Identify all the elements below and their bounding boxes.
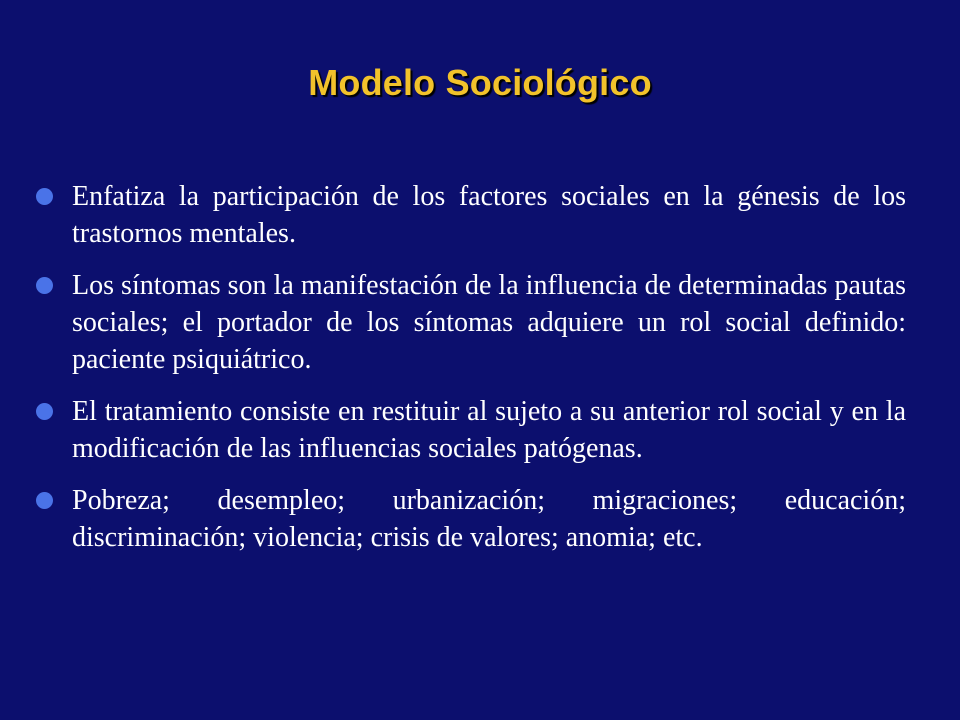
bullet-item [36,393,906,467]
bullet-item [36,178,906,252]
bullet-dot-icon [36,492,53,509]
slide-title: Modelo Sociológico [308,62,652,103]
bullet-item [36,267,906,378]
bullet-dot-icon [36,188,53,205]
bullet-text: El tratamiento consiste en restituir al sujeto a su anterior rol social y en la modificación de las influencias sociales patógenas. [72,396,906,464]
bullet-item [36,482,906,556]
bullet-text: Pobreza; desempleo; urbanización; migraciones; educación; discriminación; violencia; crisis de valores; anomia; etc. [72,485,906,553]
bullet-dot-icon [36,277,53,294]
bullet-dot-icon [36,403,53,420]
bullet-text: Enfatiza la participación de los factores sociales en la génesis de los trastornos mentales. [72,181,906,249]
bullet-text: Los síntomas son la manifestación de la influencia de determinadas pautas sociales; el portador de los síntomas adquiere un rol social definido: paciente psiquiátrico. [72,270,906,375]
bullet-list [36,178,906,571]
